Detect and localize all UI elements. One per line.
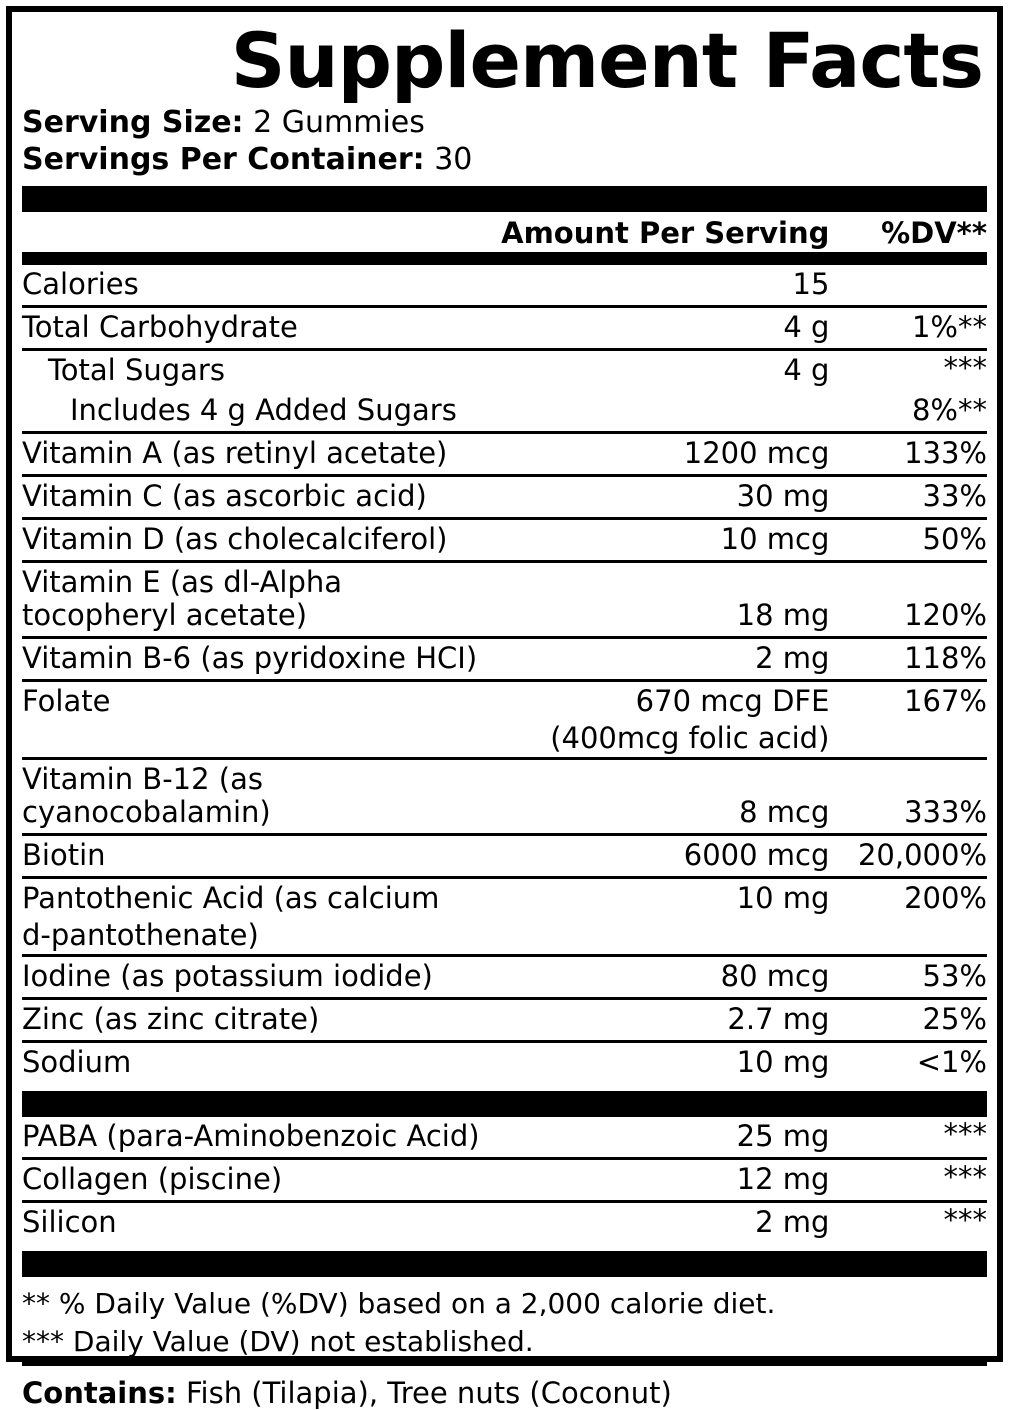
- header-blank: [22, 212, 497, 252]
- row-name: Includes 4 g Added Sugars: [70, 393, 457, 427]
- table-row: [22, 307, 987, 350]
- header-percent-dv: %DV**: [881, 216, 987, 250]
- table-row: [22, 999, 987, 1042]
- servings-per-container-label: Servings Per Container:: [22, 142, 425, 177]
- table-row: [22, 1042, 987, 1084]
- row-amount-continued: [497, 919, 836, 956]
- row-dv: ***: [943, 1117, 987, 1151]
- table-row: [22, 956, 987, 999]
- table-row: [22, 681, 987, 723]
- row-dv: 167%: [835, 681, 987, 723]
- serving-size-label: Serving Size:: [22, 105, 244, 140]
- table-row: [22, 433, 987, 476]
- table-row: [22, 1117, 987, 1159]
- row-name-continued: d-pantothenate): [22, 918, 259, 952]
- header-divider-thick: [22, 186, 987, 212]
- row-name: Sodium: [22, 1042, 497, 1084]
- row-dv: 1%**: [835, 307, 987, 350]
- row-dv-continued: [835, 919, 987, 956]
- row-name: Vitamin B-6 (as pyridoxine HCI): [22, 638, 497, 681]
- row-name: Biotin: [22, 835, 497, 878]
- header-amount-per-serving: Amount Per Serving: [501, 216, 830, 250]
- row-dv: 133%: [835, 433, 987, 476]
- table-row: [22, 1202, 987, 1244]
- row-amount: 1200 mcg: [497, 433, 836, 476]
- table-header-row: [22, 212, 987, 252]
- row-dv: <1%: [835, 1042, 987, 1084]
- section-divider-thick: [22, 1091, 987, 1117]
- row-amount: 2.7 mg: [497, 999, 836, 1042]
- table-row: [22, 878, 987, 920]
- table-row: [22, 759, 987, 835]
- serving-size-line: [22, 104, 987, 141]
- table-row-continuation: [22, 919, 987, 956]
- footnote-dv-not-established: *** Daily Value (DV) not established.: [22, 1325, 534, 1358]
- nutrition-secondary-table: [22, 1117, 987, 1243]
- row-amount: 2 mg: [497, 638, 836, 681]
- contains-value: Fish (Tilapia), Tree nuts (Coconut): [185, 1376, 672, 1410]
- row-amount: 10 mg: [497, 1042, 836, 1084]
- row-dv: 120%: [835, 562, 987, 638]
- servings-per-container-line: [22, 141, 987, 178]
- row-dv: 50%: [835, 519, 987, 562]
- row-amount: [497, 391, 836, 433]
- table-row: [22, 1159, 987, 1202]
- row-dv: 200%: [835, 878, 987, 920]
- servings-per-container-value: 30: [434, 142, 473, 177]
- row-amount: 4 g: [497, 307, 836, 350]
- row-name: Zinc (as zinc citrate): [22, 999, 497, 1042]
- row-name: Collagen (piscine): [22, 1159, 497, 1202]
- row-amount: 18 mg: [497, 562, 836, 638]
- row-name-continued: [22, 722, 497, 759]
- row-name: Folate: [22, 681, 497, 723]
- row-amount: 670 mcg DFE: [497, 681, 836, 723]
- table-row: [22, 519, 987, 562]
- row-dv: [835, 265, 987, 307]
- contains-divider-thin: [22, 1361, 987, 1366]
- row-amount: 10 mcg: [497, 519, 836, 562]
- row-amount: 25 mg: [736, 1119, 830, 1153]
- row-name: Pantothenic Acid (as calcium: [22, 878, 497, 920]
- footer-divider-thick: [22, 1251, 987, 1277]
- row-name: Vitamin D (as cholecalciferol): [22, 519, 497, 562]
- row-amount: 8 mcg: [497, 759, 836, 835]
- row-name: Total Carbohydrate: [22, 307, 497, 350]
- row-amount: 4 g: [497, 350, 836, 392]
- footnote-dv-basis: ** % Daily Value (%DV) based on a 2,000 calorie diet.: [22, 1287, 776, 1320]
- row-dv: 25%: [835, 999, 987, 1042]
- contains-label: Contains:: [22, 1376, 177, 1410]
- table-row: [22, 391, 987, 433]
- row-name: Vitamin C (as ascorbic acid): [22, 476, 497, 519]
- nutrition-main-table: [22, 265, 987, 1083]
- row-amount: 30 mg: [497, 476, 836, 519]
- row-name: Vitamin A (as retinyl acetate): [22, 433, 497, 476]
- table-row: [22, 265, 987, 307]
- table-row: [22, 350, 987, 392]
- row-dv-continued: [835, 722, 987, 759]
- nutrition-header-table: [22, 212, 987, 252]
- footnotes: [22, 1285, 987, 1361]
- row-amount: 80 mcg: [497, 956, 836, 999]
- row-amount: 12 mg: [497, 1159, 836, 1202]
- row-name: Iodine (as potassium iodide): [22, 956, 497, 999]
- row-dv: 20,000%: [835, 835, 987, 878]
- table-row: [22, 835, 987, 878]
- row-dv: 118%: [835, 638, 987, 681]
- row-amount: 2 mg: [497, 1202, 836, 1244]
- nutrition-rows: [22, 265, 987, 1083]
- table-row-continuation: [22, 722, 987, 759]
- row-dv: ***: [835, 1159, 987, 1202]
- row-name: Total Sugars: [22, 350, 497, 392]
- table-row: [22, 476, 987, 519]
- row-amount-continued: (400mcg folic acid): [550, 721, 830, 755]
- row-dv: 53%: [835, 956, 987, 999]
- row-dv: 8%**: [911, 393, 987, 427]
- row-name: Calories: [22, 267, 139, 301]
- row-amount: 10 mg: [497, 878, 836, 920]
- nutrition-secondary-rows: [22, 1117, 987, 1243]
- row-name: PABA (para-Aminobenzoic Acid): [22, 1119, 480, 1153]
- row-name: Vitamin E (as dl-Alpha tocopheryl acetate): [22, 562, 497, 638]
- serving-size-value: 2 Gummies: [253, 105, 425, 140]
- row-amount: 15: [792, 267, 830, 301]
- row-name: Vitamin B-12 (as cyanocobalamin): [22, 759, 497, 835]
- contains-line: [22, 1376, 987, 1410]
- row-name: Silicon: [22, 1202, 497, 1244]
- table-row: [22, 562, 987, 638]
- supplement-facts-panel: [6, 6, 1003, 1410]
- page-title: Supplement Facts: [230, 16, 983, 105]
- header-divider-mid: [22, 252, 987, 265]
- row-dv: ***: [835, 1202, 987, 1244]
- row-dv: ***: [835, 350, 987, 392]
- table-row: [22, 638, 987, 681]
- row-dv: 333%: [835, 759, 987, 835]
- row-dv: 33%: [835, 476, 987, 519]
- row-amount: 6000 mcg: [497, 835, 836, 878]
